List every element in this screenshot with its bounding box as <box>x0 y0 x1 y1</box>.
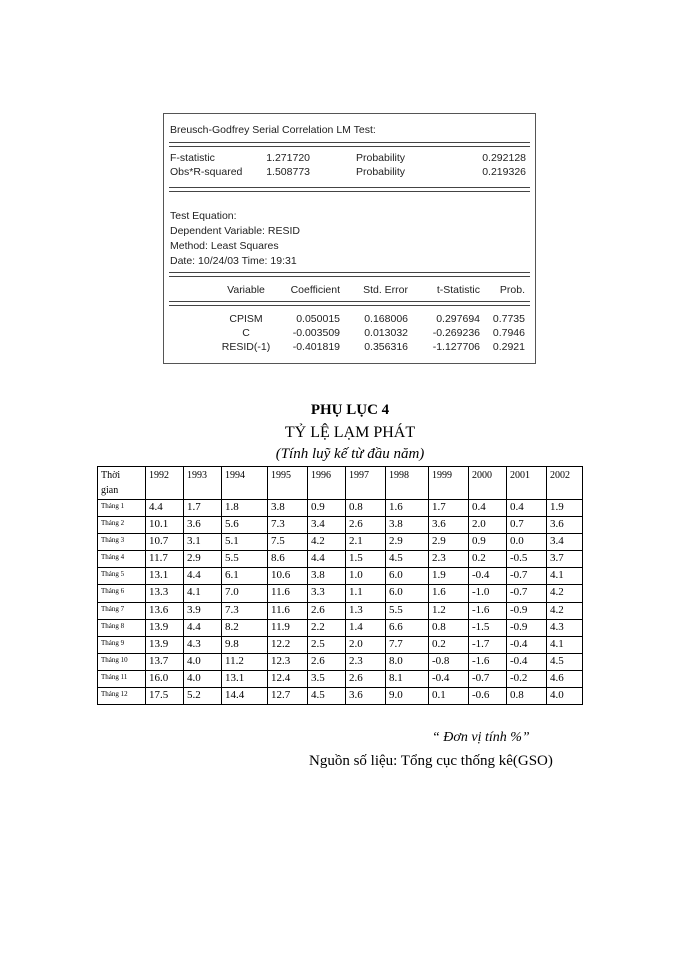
coef-row <box>164 341 535 355</box>
table-cell: 4.2 <box>547 585 583 602</box>
table-cell: 0.2 <box>469 551 507 568</box>
table-cell: 0.7 <box>507 517 547 534</box>
table-cell: -0.4 <box>469 568 507 585</box>
table-cell: 4.4 <box>184 568 222 585</box>
month-label: Tháng 11 <box>98 670 146 687</box>
month-label: Tháng 12 <box>98 688 146 705</box>
table-row <box>98 636 583 653</box>
table-cell: 5.1 <box>222 534 268 551</box>
table-cell: 9.8 <box>222 636 268 653</box>
table-cell: 13.9 <box>146 636 184 653</box>
table-cell: 4.2 <box>547 602 583 619</box>
col-variable: Variable <box>227 284 265 296</box>
std-error: 0.013032 <box>364 327 408 339</box>
table-cell: -1.7 <box>469 636 507 653</box>
prob: 0.7946 <box>492 327 525 339</box>
stat-row <box>164 152 535 166</box>
table-cell: 4.0 <box>184 670 222 687</box>
table-row <box>98 568 583 585</box>
table-cell: 4.0 <box>184 653 222 670</box>
table-cell: 0.8 <box>507 688 547 705</box>
stat-value: 1.508773 <box>266 166 310 178</box>
table-cell: 5.5 <box>386 602 429 619</box>
table-cell: 2.5 <box>308 636 346 653</box>
prob-label: Probability <box>356 166 406 178</box>
month-label: Tháng 3 <box>98 534 146 551</box>
table-cell: 3.6 <box>547 517 583 534</box>
table-header-row <box>98 467 583 500</box>
unit-note: “ Đơn vị tính %” <box>432 730 530 745</box>
col-t-statistic: t-Statistic <box>436 284 480 296</box>
col-coefficient: Coefficient <box>290 284 340 296</box>
table-cell: 3.3 <box>308 585 346 602</box>
table-cell: 3.1 <box>184 534 222 551</box>
table-row <box>98 585 583 602</box>
table-cell: 4.0 <box>547 688 583 705</box>
table-row <box>98 602 583 619</box>
table-cell: 4.4 <box>308 551 346 568</box>
month-label: Tháng 9 <box>98 636 146 653</box>
month-label: Tháng 2 <box>98 517 146 534</box>
year-header: 2001 <box>507 467 547 500</box>
coefficient: 0.050015 <box>296 313 340 325</box>
table-cell: 0.2 <box>429 636 469 653</box>
month-label: Tháng 8 <box>98 619 146 636</box>
month-label: Tháng 7 <box>98 602 146 619</box>
variable: RESID(-1) <box>221 341 271 353</box>
table-cell: 2.3 <box>429 551 469 568</box>
variable: CPISM <box>229 313 263 325</box>
table-row <box>98 517 583 534</box>
table-cell: 2.6 <box>346 517 386 534</box>
appendix-title: PHỤ LỤC 4 <box>310 402 390 418</box>
year-header: 1999 <box>429 467 469 500</box>
table-cell: 4.5 <box>308 688 346 705</box>
t-statistic: -1.127706 <box>432 341 480 353</box>
table-cell: 2.0 <box>469 517 507 534</box>
table-cell: 10.1 <box>146 517 184 534</box>
table-cell: 0.8 <box>346 500 386 517</box>
table-cell: 4.1 <box>184 585 222 602</box>
table-cell: 16.0 <box>146 670 184 687</box>
corner-cell <box>98 467 146 500</box>
table-cell: 7.3 <box>268 517 308 534</box>
year-header: 2000 <box>469 467 507 500</box>
table-cell: 0.4 <box>469 500 507 517</box>
table-row <box>98 653 583 670</box>
t-statistic: 0.297694 <box>436 313 480 325</box>
table-cell: 10.6 <box>268 568 308 585</box>
std-error: 0.168006 <box>364 313 408 325</box>
table-cell: 4.5 <box>547 653 583 670</box>
table-cell: 2.1 <box>346 534 386 551</box>
table-cell: 2.2 <box>308 619 346 636</box>
table-cell: 12.3 <box>268 653 308 670</box>
table-cell: 4.1 <box>547 568 583 585</box>
table-cell: -0.2 <box>507 670 547 687</box>
corner-text: Thời <box>101 470 121 481</box>
table-cell: 6.6 <box>386 619 429 636</box>
table-cell: 11.9 <box>268 619 308 636</box>
year-header: 2002 <box>547 467 583 500</box>
month-label: Tháng 4 <box>98 551 146 568</box>
table-cell: -0.9 <box>507 619 547 636</box>
table-cell: 13.6 <box>146 602 184 619</box>
table-cell: 13.1 <box>146 568 184 585</box>
table-cell: 6.1 <box>222 568 268 585</box>
col-prob: Prob. <box>499 284 525 296</box>
corner-text: gian <box>101 485 119 496</box>
table-cell: 12.7 <box>268 688 308 705</box>
table-cell: 2.6 <box>308 653 346 670</box>
table-cell: 11.2 <box>222 653 268 670</box>
table-cell: 4.3 <box>184 636 222 653</box>
table-cell: 8.2 <box>222 619 268 636</box>
table-cell: 1.2 <box>429 602 469 619</box>
table-cell: 9.0 <box>386 688 429 705</box>
table-cell: 0.8 <box>429 619 469 636</box>
table-cell: -1.0 <box>469 585 507 602</box>
appendix-note: (Tính luỹ kế từ đầu năm) <box>275 446 425 462</box>
table-cell: 1.9 <box>547 500 583 517</box>
table-cell: 1.7 <box>184 500 222 517</box>
table-cell: 4.6 <box>547 670 583 687</box>
t-statistic: -0.269236 <box>432 327 480 339</box>
table-cell: 2.9 <box>386 534 429 551</box>
table-cell: 1.0 <box>346 568 386 585</box>
table-cell: 5.5 <box>222 551 268 568</box>
table-cell: 8.1 <box>386 670 429 687</box>
table-cell: 7.7 <box>386 636 429 653</box>
std-error: 0.356316 <box>364 341 408 353</box>
year-header: 1998 <box>386 467 429 500</box>
table-cell: 3.8 <box>308 568 346 585</box>
table-cell: 4.2 <box>308 534 346 551</box>
table-cell: -0.5 <box>507 551 547 568</box>
table-row <box>98 670 583 687</box>
table-cell: -0.7 <box>469 670 507 687</box>
coef-row <box>164 327 535 341</box>
variable: C <box>242 327 250 339</box>
coef-row <box>164 313 535 327</box>
table-cell: 17.5 <box>146 688 184 705</box>
test-title: Breusch-Godfrey Serial Correlation LM Test: <box>170 124 376 136</box>
table-cell: 3.8 <box>268 500 308 517</box>
table-cell: 0.9 <box>469 534 507 551</box>
inflation-table <box>97 466 583 705</box>
table-cell: 2.3 <box>346 653 386 670</box>
table-cell: 1.3 <box>346 602 386 619</box>
year-header: 1994 <box>222 467 268 500</box>
prob: 0.2921 <box>492 341 525 353</box>
table-cell: -1.6 <box>469 653 507 670</box>
table-row <box>98 551 583 568</box>
table-cell: 1.4 <box>346 619 386 636</box>
table-cell: 7.0 <box>222 585 268 602</box>
year-header: 1996 <box>308 467 346 500</box>
table-cell: 4.5 <box>386 551 429 568</box>
table-cell: 3.8 <box>386 517 429 534</box>
year-header: 1992 <box>146 467 184 500</box>
month-label: Tháng 6 <box>98 585 146 602</box>
table-cell: -0.4 <box>429 670 469 687</box>
coef-header-row <box>164 284 535 298</box>
table-row <box>98 500 583 517</box>
table-cell: 0.4 <box>507 500 547 517</box>
table-cell: 7.5 <box>268 534 308 551</box>
prob: 0.7735 <box>492 313 525 325</box>
coefficient: -0.401819 <box>292 341 340 353</box>
table-cell: 3.5 <box>308 670 346 687</box>
table-cell: -0.9 <box>507 602 547 619</box>
divider <box>169 301 530 306</box>
table-cell: 4.4 <box>146 500 184 517</box>
table-cell: 13.1 <box>222 670 268 687</box>
table-cell: 3.9 <box>184 602 222 619</box>
table-cell: 3.6 <box>184 517 222 534</box>
table-cell: 0.1 <box>429 688 469 705</box>
stat-label: F-statistic <box>170 152 215 164</box>
coefficient: -0.003509 <box>292 327 340 339</box>
prob-label: Probability <box>356 152 406 164</box>
table-cell: 8.0 <box>386 653 429 670</box>
table-cell: 12.2 <box>268 636 308 653</box>
table-cell: 1.1 <box>346 585 386 602</box>
year-header: 1993 <box>184 467 222 500</box>
table-cell: 2.6 <box>346 670 386 687</box>
table-cell: 14.4 <box>222 688 268 705</box>
table-cell: 13.7 <box>146 653 184 670</box>
table-cell: 11.7 <box>146 551 184 568</box>
year-header: 1997 <box>346 467 386 500</box>
table-cell: -0.8 <box>429 653 469 670</box>
table-cell: -0.4 <box>507 636 547 653</box>
dependent-variable: Dependent Variable: RESID <box>170 225 300 237</box>
table-cell: 6.0 <box>386 568 429 585</box>
table-cell: 1.5 <box>346 551 386 568</box>
table-cell: 3.6 <box>429 517 469 534</box>
table-cell: 11.6 <box>268 585 308 602</box>
table-cell: 4.1 <box>547 636 583 653</box>
table-cell: 2.9 <box>184 551 222 568</box>
prob-value: 0.292128 <box>482 152 526 164</box>
table-row <box>98 688 583 705</box>
table-cell: 3.4 <box>547 534 583 551</box>
appendix-subtitle: TỶ LỆ LẠM PHÁT <box>284 424 416 441</box>
table-cell: -0.7 <box>507 585 547 602</box>
table-cell: 1.7 <box>429 500 469 517</box>
stat-label: Obs*R-squared <box>170 166 243 178</box>
table-cell: -1.6 <box>469 602 507 619</box>
table-cell: -0.7 <box>507 568 547 585</box>
table-cell: -1.5 <box>469 619 507 636</box>
table-cell: -0.6 <box>469 688 507 705</box>
table-cell: 1.6 <box>429 585 469 602</box>
test-output-box <box>163 113 536 364</box>
stat-value: 1.271720 <box>266 152 310 164</box>
divider <box>169 142 530 147</box>
equation-title: Test Equation: <box>170 210 237 222</box>
table-cell: 10.7 <box>146 534 184 551</box>
stat-row <box>164 166 535 180</box>
divider <box>169 187 530 192</box>
table-cell: 5.2 <box>184 688 222 705</box>
table-cell: 3.4 <box>308 517 346 534</box>
table-cell: 4.3 <box>547 619 583 636</box>
table-cell: -0.4 <box>507 653 547 670</box>
divider <box>169 272 530 277</box>
table-cell: 5.6 <box>222 517 268 534</box>
table-cell: 2.9 <box>429 534 469 551</box>
source-note: Nguồn số liệu: Tổng cục thống kê(GSO) <box>309 753 553 769</box>
method: Method: Least Squares <box>170 240 279 252</box>
table-cell: 1.8 <box>222 500 268 517</box>
table-cell: 3.7 <box>547 551 583 568</box>
table-cell: 2.6 <box>308 602 346 619</box>
table-cell: 8.6 <box>268 551 308 568</box>
table-cell: 13.9 <box>146 619 184 636</box>
year-header: 1995 <box>268 467 308 500</box>
table-cell: 7.3 <box>222 602 268 619</box>
table-cell: 0.9 <box>308 500 346 517</box>
table-cell: 4.4 <box>184 619 222 636</box>
date-time: Date: 10/24/03 Time: 19:31 <box>170 255 297 267</box>
table-cell: 6.0 <box>386 585 429 602</box>
table-cell: 11.6 <box>268 602 308 619</box>
table-cell: 0.0 <box>507 534 547 551</box>
month-label: Tháng 1 <box>98 500 146 517</box>
table-row <box>98 619 583 636</box>
month-label: Tháng 5 <box>98 568 146 585</box>
prob-value: 0.219326 <box>482 166 526 178</box>
table-cell: 1.6 <box>386 500 429 517</box>
month-label: Tháng 10 <box>98 653 146 670</box>
table-row <box>98 534 583 551</box>
table-cell: 2.0 <box>346 636 386 653</box>
table-cell: 12.4 <box>268 670 308 687</box>
table-cell: 3.6 <box>346 688 386 705</box>
table-cell: 13.3 <box>146 585 184 602</box>
table-cell: 1.9 <box>429 568 469 585</box>
col-std-error: Std. Error <box>363 284 408 296</box>
